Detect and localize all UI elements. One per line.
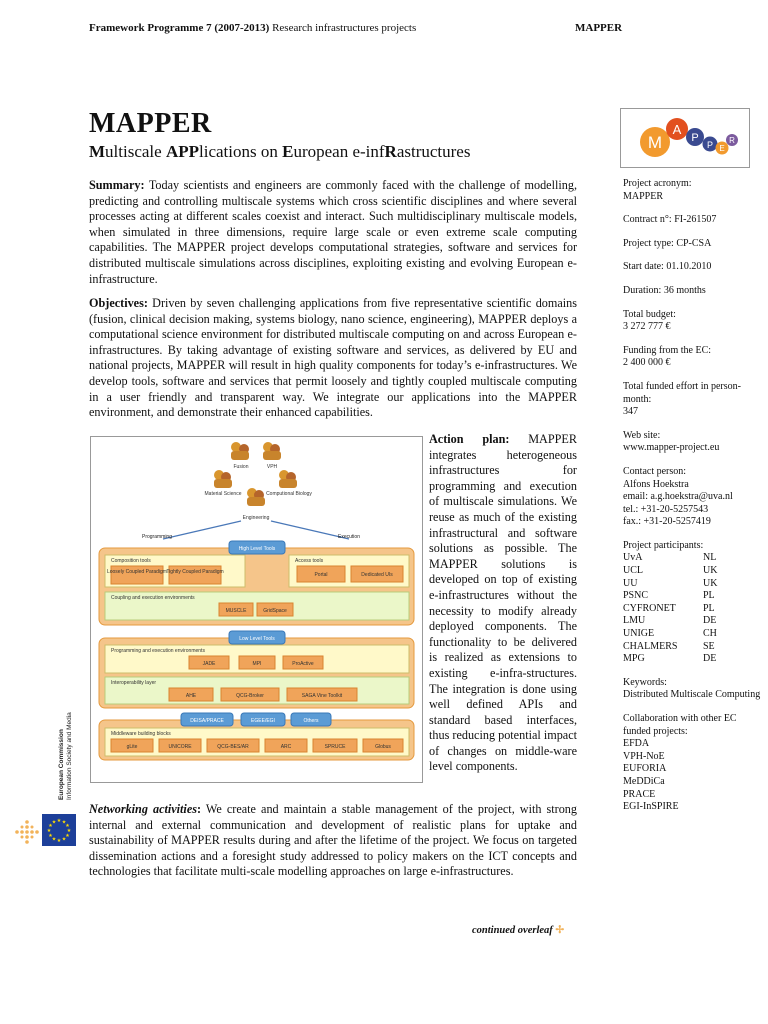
svg-text:★: ★ <box>61 836 67 843</box>
svg-text:★: ★ <box>66 828 72 834</box>
continued-overleaf: continued overleaf ✢ <box>472 925 565 936</box>
svg-text:P: P <box>691 132 699 144</box>
svg-text:SPRUCE: SPRUCE <box>324 744 346 750</box>
svg-text:Portal: Portal <box>314 572 328 578</box>
svg-text:★: ★ <box>56 838 62 844</box>
svg-text:SAGA Vine Toolkit: SAGA Vine Toolkit <box>301 693 343 699</box>
svg-text:Globus: Globus <box>375 744 391 750</box>
participants-list: UvA NL UCL UK UU UK PSNC PL CYFRONET PL LMU DE UNIGE CH CHALMERS SE MPG DE <box>623 552 718 665</box>
svg-text:★: ★ <box>48 833 53 839</box>
svg-text:Fusion: Fusion <box>233 464 249 470</box>
website-link[interactable]: www.mapper-project.eu <box>623 442 720 454</box>
svg-text:Dedicated UIs: Dedicated UIs <box>361 572 393 578</box>
svg-text:★: ★ <box>65 823 70 829</box>
vph-people-icon <box>263 442 281 460</box>
svg-text:Engineering: Engineering <box>242 515 270 521</box>
svg-text:Others: Others <box>303 718 319 724</box>
svg-text:MPI: MPI <box>252 661 262 667</box>
eu-flag-icon <box>42 814 76 846</box>
svg-text:P: P <box>706 140 714 150</box>
computational-biology-people-icon <box>279 470 297 488</box>
fusion-people-icon <box>231 442 249 460</box>
svg-text:Composition tools: Composition tools <box>111 558 151 564</box>
svg-text:★: ★ <box>51 836 57 843</box>
svg-text:R: R <box>729 136 735 145</box>
cross-ornament-icon: ✢ <box>555 925 565 936</box>
svg-text:Computional Biology: Computional Biology <box>266 491 312 497</box>
contact-email[interactable]: email: a.g.hoekstra@uva.nl <box>623 491 733 503</box>
svg-text:High Level Tools: High Level Tools <box>238 546 276 552</box>
svg-text:★: ★ <box>65 833 70 839</box>
svg-text:JADE: JADE <box>202 661 216 667</box>
header-project: MAPPER <box>575 22 623 34</box>
svg-text:Middleware building blocks: Middleware building blocks <box>111 731 171 737</box>
svg-text:Material Science: Material Science <box>204 491 242 497</box>
project-info-sidebar: Project acronym: MAPPER Contract n°: FI-261507 Project type: CP-CSA Start date: 01.10.2010 Duration: 36 months Total budget: 3 272 777 € Funding from the EC: 2 400 000 € Total funded effort in person-month: 347 Web site: www.mapper-project.eu Contact person: Alfons Hoekstra email: a.g.hoekstra@uva.nl tel.: +31-20-5257543 fax.: +31-20-5257419 Project participants: UvA NL UCL UK UU UK PSNC PL CYFRONET PL LMU DE UNIGE CH CHALMERS SE MPG DE Keywords: Distributed Multiscale Computing Collaboration with other EC funded projects: EFDA VPH-NoE EUFORIA MeDDiCa PRACE EGI-InSPIRE <box>623 178 763 825</box>
action-plan-paragraph: Action plan: MAPPER integrates heterogeneous infrastructures for programming and execution of multiscale simulations. We reuse as much of the existing infrastructural and software solutions as possible. The MAPPER solutions is developed on top of existing e-infrastructures without the necessity to modify already deployed components. The functionality to be delivered is realized as extensions to existing e-infra-structures. The integration is done using well defined APIs and standard based interfaces, thus reducing potential impact of changes on middle-ware level components. <box>429 432 577 774</box>
svg-text:UNICORE: UNICORE <box>168 744 192 750</box>
svg-text:AHE: AHE <box>185 693 197 699</box>
svg-text:★: ★ <box>61 819 67 826</box>
objectives-paragraph: Objectives: Driven by seven challenging applications from five representative scientific domains (fusion, clinical decision making, systems biology, nano science, engineering), MAPPER deploys a computational science environment for distributed multiscale computing on and across European e-infrastructures. By taking advantage of existing software and services, as delivered by EU and national projects, MAPPER will result in high quality components for today’s e-infrastructures. We develop tools, software and services that permit loosely and tightly coupled multiscale computing in a user friendly and transparent way. We integrate our applications into the MAPPER environment, and demonstrate their enhanced capabilities. <box>89 296 577 420</box>
header-programme: Framework Programme 7 (2007-2013) Research infrastructures projects <box>89 22 417 34</box>
networking-paragraph: Networking activities: We create and maintain a stable management of the project, with strong internal and external communication and development of realistic plans for uptake and sustainability of MAPPER results during and after the lifetime of the project. We focus on targeted dissemination actions and a foresight study addressed to policy makers on the ICT concepts and technologies that facilitate multi-scale modelling approaches on large e-infrastructures. <box>89 802 577 879</box>
svg-text:VPH: VPH <box>266 464 278 470</box>
svg-text:Programming: Programming <box>141 534 173 540</box>
svg-text:Low Level Tools: Low Level Tools <box>239 636 275 642</box>
svg-text:GridSpace: GridSpace <box>263 608 287 614</box>
svg-text:Access tools: Access tools <box>295 558 324 564</box>
page-subtitle: Multiscale APPlications on European e-infRastructures <box>89 142 471 161</box>
svg-text:Loosely Coupled Paradigm: Loosely Coupled Paradigm <box>106 569 168 575</box>
page-title: MAPPER <box>89 108 212 139</box>
engineering-people-icon <box>247 488 265 506</box>
svg-text:Information Society and Media: Information Society and Media <box>66 712 73 800</box>
svg-text:gLite: gLite <box>126 744 138 750</box>
svg-text:★: ★ <box>56 818 62 824</box>
mapper-logo <box>620 108 750 168</box>
svg-text:Programming and execution envi: Programming and execution environments <box>111 648 205 654</box>
svg-text:MUSCLE: MUSCLE <box>225 608 247 614</box>
svg-text:European Commission: European Commission <box>58 729 65 800</box>
summary-paragraph: Summary: Today scientists and engineers are commonly faced with the challenge of modelling, predicting and controlling multiscale systems which cross scientific disciplines and where several processes acting at different scales coexist and interact. Such multidisciplinary multiscale models, when simulated in three dimensions, require large scale or even extreme scale computing capabilities. The MAPPER project develops computational strategies, software and services for distributed multiscale simulations across disciplines, exploiting existing and evolving European e-infrastructure. <box>89 178 577 286</box>
svg-text:★: ★ <box>46 828 52 834</box>
material-science-people-icon <box>214 470 232 488</box>
svg-text:Tightly Coupled Paradigm: Tightly Coupled Paradigm <box>166 569 224 575</box>
svg-text:Coupling and execution environ: Coupling and execution environments <box>111 595 195 601</box>
svg-text:M: M <box>647 133 663 152</box>
svg-text:E: E <box>719 144 725 153</box>
svg-text:★: ★ <box>48 823 53 829</box>
svg-text:Execution: Execution <box>338 534 360 540</box>
svg-text:DEISA/PRACE: DEISA/PRACE <box>190 718 224 724</box>
svg-text:EGEE/EGI: EGEE/EGI <box>251 718 275 724</box>
svg-text:★: ★ <box>51 819 57 826</box>
svg-text:QCG-BES/AR: QCG-BES/AR <box>217 744 249 750</box>
svg-text:QCG-Broker: QCG-Broker <box>236 693 264 699</box>
svg-text:ARC: ARC <box>280 744 292 750</box>
architecture-diagram <box>90 436 423 783</box>
svg-text:A: A <box>672 122 682 137</box>
ec-cross-icon <box>13 818 41 846</box>
svg-text:ProActive: ProActive <box>292 661 314 667</box>
svg-text:Interoperability layer: Interoperability layer <box>111 680 157 686</box>
